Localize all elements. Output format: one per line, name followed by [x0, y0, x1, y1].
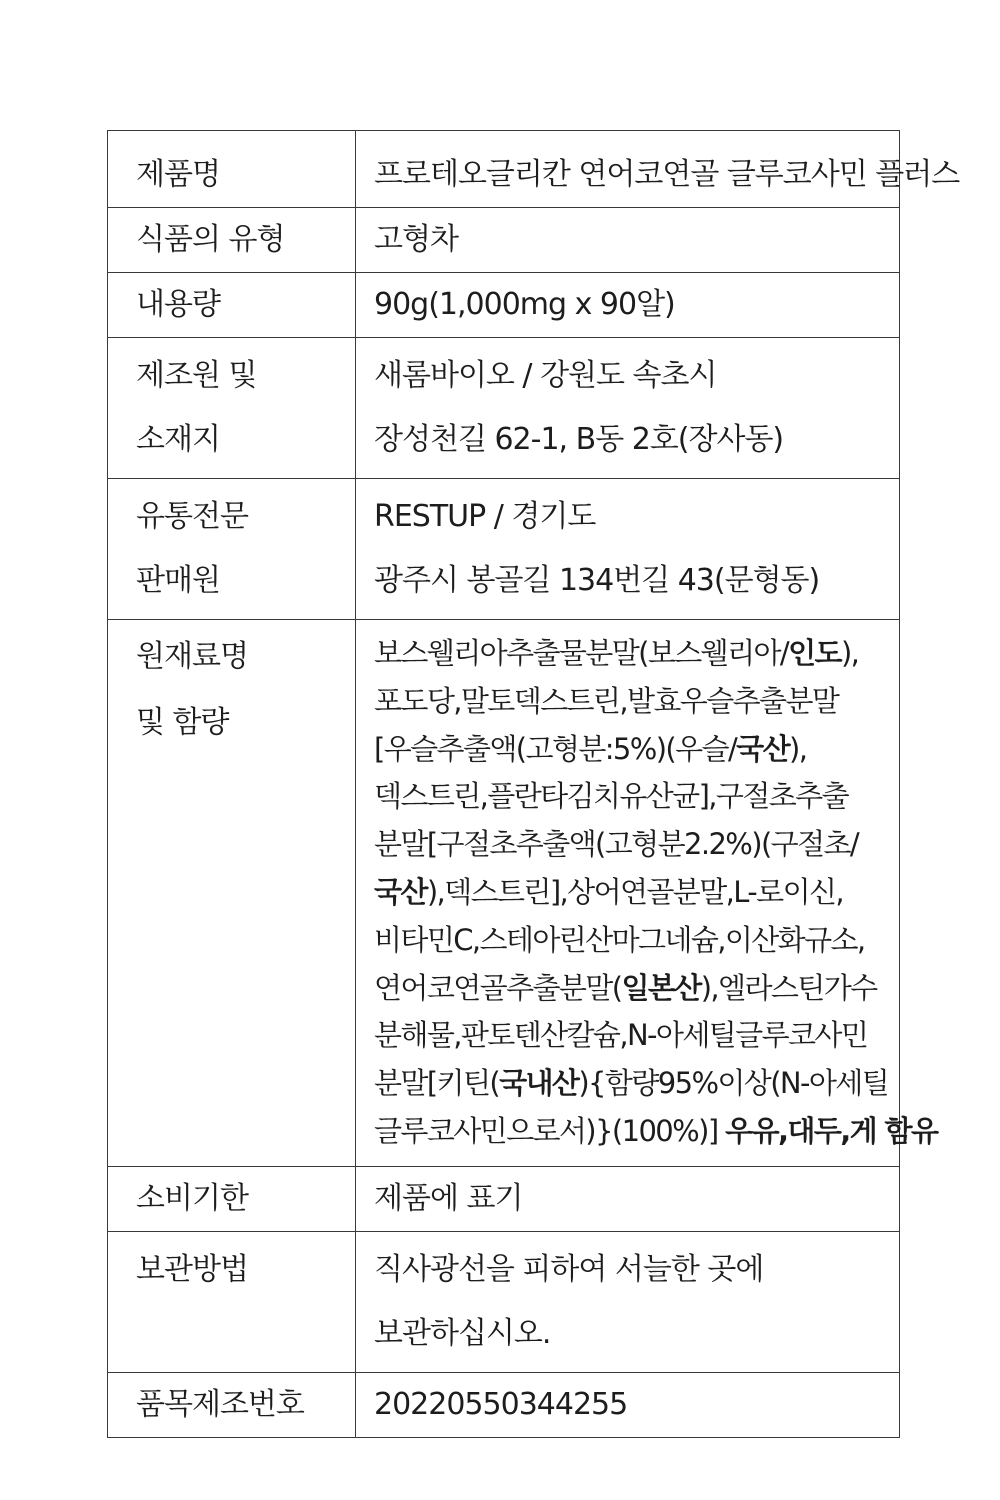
label-text: 소재지 — [136, 422, 220, 457]
ingredient-text: ),덱스트린],상어연골분말,L-로이신, — [426, 874, 844, 909]
ingredient-text: 보스웰리아추출물분말(보스웰리아/ — [374, 636, 789, 670]
row-label — [108, 479, 356, 620]
ingredient-origin-bold: 국산 — [736, 731, 789, 766]
label-text: 판매원 — [136, 563, 220, 598]
row-label — [108, 131, 356, 208]
row-label — [108, 1372, 356, 1437]
ingredients-value — [356, 620, 938, 1167]
row-value — [356, 131, 960, 208]
ingredient-text: ), — [840, 636, 859, 670]
table-row — [108, 1166, 900, 1231]
table-row — [108, 620, 900, 1167]
ingredient-line — [374, 1060, 889, 1108]
table-row — [108, 131, 900, 208]
label-text: 제품명 — [136, 157, 220, 192]
ingredient-text: 글루코사민으로서)}(100%)] — [374, 1113, 726, 1148]
ingredient-line — [374, 630, 889, 678]
table-row — [108, 208, 900, 273]
row-label — [108, 273, 356, 338]
ingredient-text: 분말[키틴( — [374, 1066, 500, 1101]
label-text: 유통전문 — [136, 499, 248, 534]
ingredient-line — [374, 726, 889, 774]
row-label — [108, 1166, 356, 1231]
row-label — [108, 620, 356, 1167]
ingredient-text: ), — [788, 731, 807, 766]
value-text: 프로테오글리칸 연어코연골 글루코사민 플러스 — [374, 157, 960, 192]
row-value — [356, 479, 900, 620]
ingredient-origin-bold: 인도 — [788, 636, 841, 670]
value-text: 직사광선을 피하여 서늘한 곳에 — [374, 1251, 764, 1287]
ingredient-origin-bold: 국산 — [374, 874, 427, 909]
table-row — [108, 273, 900, 338]
value-text: RESTUP / 경기도 — [374, 499, 596, 534]
label-text: 보관방법 — [136, 1251, 248, 1287]
label-text: 식품의 유형 — [136, 222, 285, 257]
value-text: 새롬바이오 / 강원도 속초시 — [374, 358, 717, 393]
label-text: 내용량 — [136, 287, 220, 322]
ingredient-origin-bold: 우유,대두,게 함유 — [725, 1113, 938, 1148]
ingredient-text: [우슬추출액(고형분:5%)(우슬/ — [374, 731, 737, 766]
ingredient-line — [374, 917, 889, 965]
row-value — [356, 1231, 900, 1372]
value-text: 제품에 표기 — [374, 1180, 523, 1216]
ingredient-text: ),엘라스틴가수 — [700, 970, 877, 1005]
row-value — [356, 1372, 900, 1437]
ingredient-line — [374, 1108, 938, 1156]
label-text: 품목제조번호 — [136, 1386, 304, 1422]
table-row — [108, 1231, 900, 1372]
ingredient-origin-bold: 국내산 — [499, 1066, 579, 1101]
ingredient-line — [374, 965, 889, 1013]
table-row — [108, 479, 900, 620]
value-text: 장성천길 62-1, B동 2호(장사동) — [374, 422, 784, 457]
label-text: 및 함량 — [136, 705, 229, 740]
ingredient-line — [374, 869, 889, 917]
ingredient-text: 덱스트린,플란타김치유산균],구절초추출 — [374, 779, 848, 814]
ingredient-text: 연어코연골추출분말( — [374, 970, 622, 1005]
ingredient-line — [374, 1012, 889, 1060]
value-text: 90g(1,000mg x 90알) — [374, 287, 675, 322]
row-label — [108, 208, 356, 273]
label-text: 원재료명 — [136, 639, 248, 674]
ingredient-text: 비타민C,스테아린산마그네슘,이산화규소, — [374, 922, 865, 957]
ingredient-line — [374, 678, 889, 726]
row-value — [356, 338, 900, 479]
value-text: 보관하십시오. — [374, 1315, 551, 1351]
table-row — [108, 1372, 900, 1437]
table-row — [108, 338, 900, 479]
ingredient-text: 분말[구절초추출액(고형분2.2%)(구절초/ — [374, 827, 859, 862]
ingredient-origin-bold: 일본산 — [621, 970, 701, 1005]
ingredient-text: 포도당,말토덱스트린,발효우슬추출분말 — [374, 683, 839, 718]
label-text: 소비기한 — [136, 1180, 248, 1216]
value-text: 광주시 봉골길 134번길 43(문형동) — [374, 563, 820, 598]
row-label — [108, 1231, 356, 1372]
value-text: 20220550344255 — [374, 1386, 628, 1422]
row-label — [108, 338, 356, 479]
ingredient-line — [374, 773, 889, 821]
ingredient-text: 분해물,판토텐산칼슘,N-아세틸글루코사민 — [374, 1018, 868, 1053]
row-value — [356, 1166, 900, 1231]
row-value — [356, 208, 900, 273]
product-info-table — [107, 130, 960, 1438]
row-value — [356, 273, 900, 338]
value-text: 고형차 — [374, 222, 458, 257]
label-text: 제조원 및 — [136, 358, 257, 393]
ingredient-line — [374, 821, 889, 869]
ingredient-text: ){함량95%이상(N-아세틸 — [578, 1066, 889, 1101]
